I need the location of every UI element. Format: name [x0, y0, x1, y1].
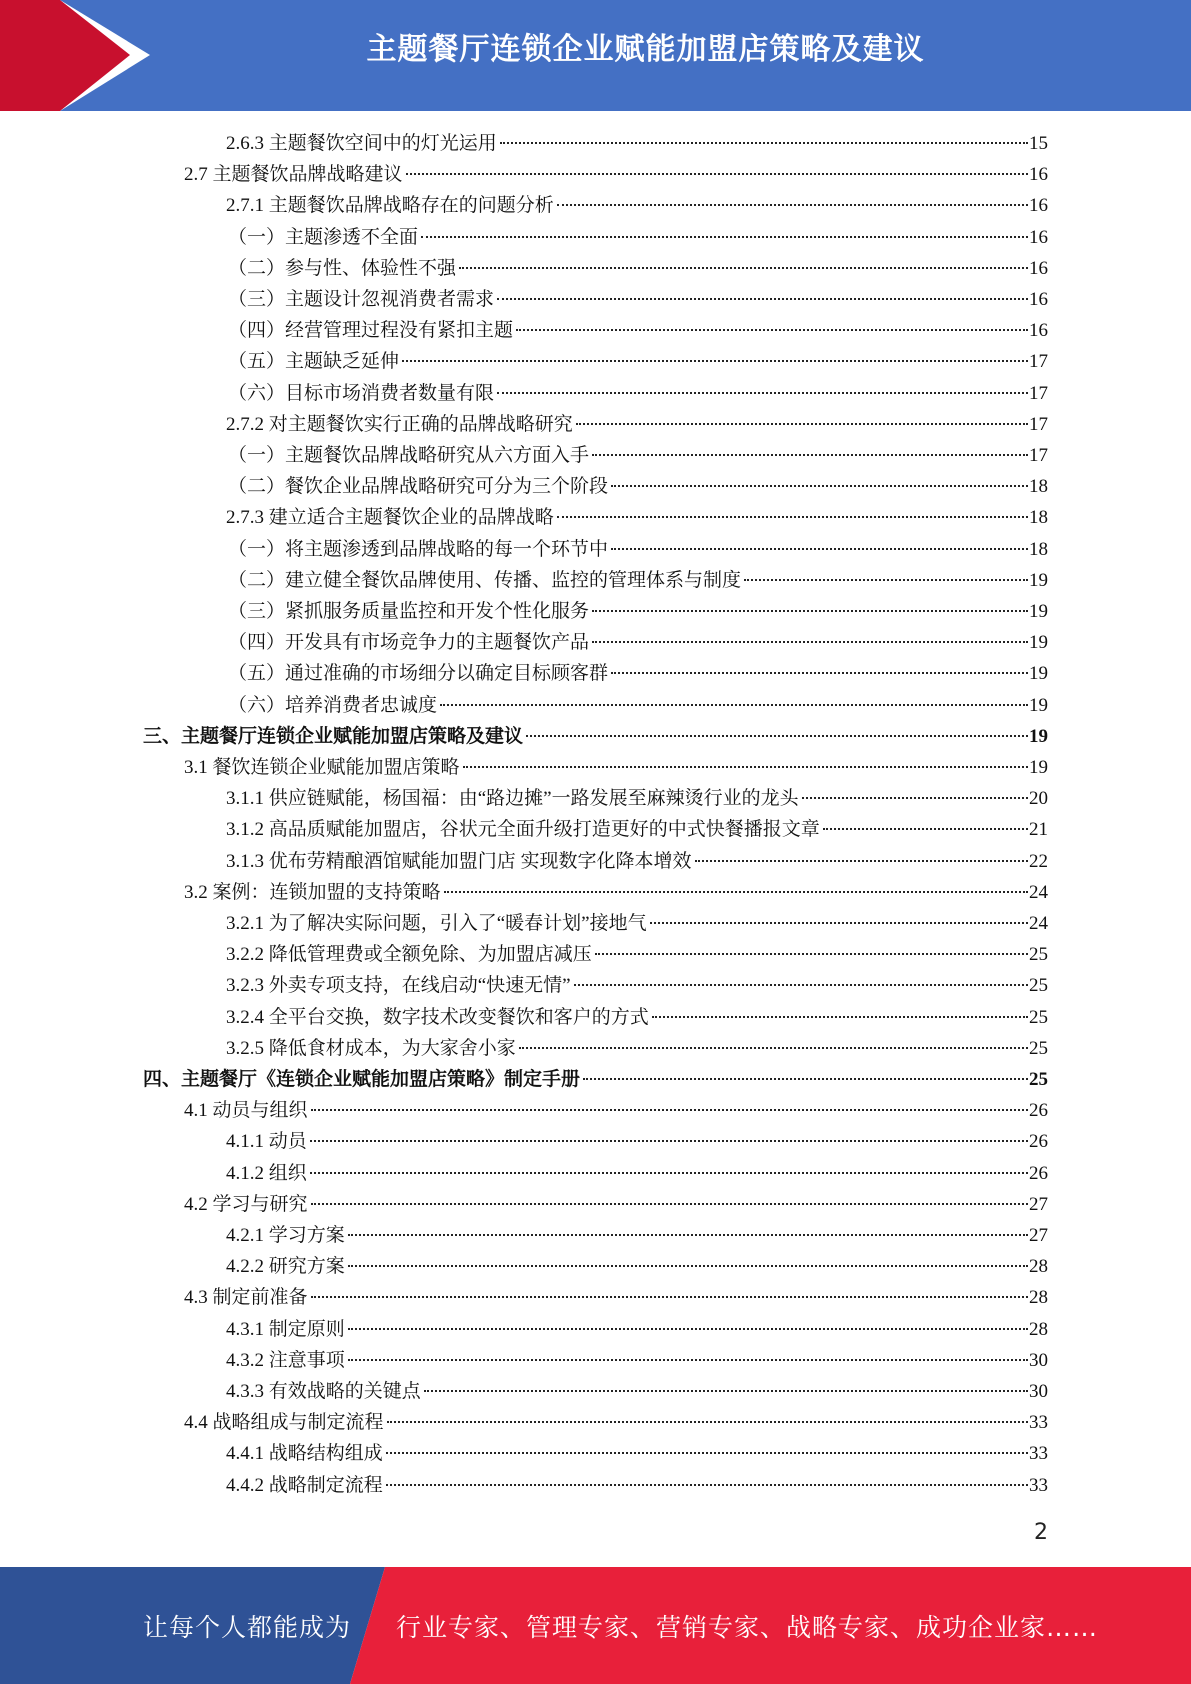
toc-entry-label: （二）餐饮企业品牌战略研究可分为三个阶段: [228, 476, 609, 498]
toc-dot-leader: [424, 1390, 1028, 1392]
toc-entry-page: 19: [1029, 725, 1048, 747]
toc-entry[interactable]: [226, 783, 1048, 814]
toc-entry[interactable]: [226, 1251, 1048, 1282]
toc-entry[interactable]: [226, 1345, 1048, 1376]
toc-entry-label: 4.1.1 动员: [226, 1131, 307, 1153]
toc-dot-leader: [386, 1452, 1028, 1454]
toc-entry-page: 16: [1029, 195, 1048, 217]
toc-entry-label: 3.2 案例：连锁加盟的支持策略: [184, 881, 441, 903]
toc-entry-page: 18: [1029, 538, 1048, 560]
toc-entry-label: 4.2.1 学习方案: [226, 1225, 345, 1246]
toc-dot-leader: [802, 797, 1028, 799]
toc-entry[interactable]: [226, 1158, 1048, 1189]
toc-dot-leader: [823, 828, 1028, 830]
toc-entry-label: 4.4.1 战略结构组成: [226, 1443, 383, 1465]
toc-entry[interactable]: [184, 752, 1048, 783]
toc-entry-page: 25: [1029, 1037, 1048, 1059]
toc-entry-page: 16: [1029, 289, 1048, 310]
toc-entry-label: （六）培养消费者忠诚度: [228, 694, 438, 716]
toc-entry-label: 三、主题餐厅连锁企业赋能加盟店策略及建议: [143, 725, 524, 747]
toc-dot-leader: [311, 1296, 1028, 1298]
toc-entry-label: 4.2 学习与研究: [184, 1193, 308, 1215]
toc-entry-page: 21: [1029, 819, 1048, 841]
toc-entry-label: 3.2.1 为了解决实际问题，引入了“暖春计划”接地气: [226, 913, 647, 934]
toc-dot-leader: [463, 766, 1028, 768]
toc-entry-page: 20: [1029, 788, 1048, 810]
toc-entry-page: 19: [1029, 569, 1048, 591]
toc-entry[interactable]: [226, 1314, 1048, 1345]
toc-entry[interactable]: [226, 1220, 1048, 1251]
toc-entry[interactable]: [226, 1002, 1048, 1033]
toc-dot-leader: [402, 360, 1028, 362]
toc-dot-leader: [444, 891, 1028, 893]
toc-entry[interactable]: [226, 970, 1048, 1001]
toc-entry-label: （三）紧抓服务质量监控和开发个性化服务: [228, 601, 590, 622]
toc-entry-page: 19: [1029, 757, 1048, 778]
toc-dot-leader: [557, 516, 1028, 518]
toc-entry-page: 24: [1029, 881, 1048, 903]
toc-entry[interactable]: [228, 534, 1048, 565]
toc-entry-page: 22: [1029, 850, 1048, 872]
toc-entry-label: 3.1.3 优布劳精酿酒馆赋能加盟门店 实现数字化降本增效: [226, 850, 692, 872]
toc-dot-leader: [348, 1265, 1028, 1267]
toc-dot-leader: [744, 579, 1028, 581]
toc-entry-page: 33: [1029, 1443, 1048, 1465]
toc-entry-label: 4.4 战略组成与制定流程: [184, 1412, 384, 1434]
toc-entry-page: 27: [1029, 1225, 1048, 1246]
toc-entry-page: 25: [1029, 944, 1048, 966]
toc-entry-page: 26: [1029, 1162, 1048, 1184]
toc-entry-label: 3.1 餐饮连锁企业赋能加盟店策略: [184, 757, 460, 778]
toc-dot-leader: [519, 1047, 1028, 1049]
toc-entry-label: （六）目标市场消费者数量有限: [228, 382, 495, 404]
toc-entry-label: 2.7.2 对主题餐饮实行正确的品牌战略研究: [226, 413, 573, 435]
toc-entry[interactable]: [184, 1189, 1048, 1220]
toc-entry-page: 19: [1029, 663, 1048, 685]
toc-entry-page: 33: [1029, 1412, 1048, 1434]
toc-entry[interactable]: [228, 471, 1048, 502]
toc-entry-page: 33: [1029, 1474, 1048, 1496]
toc-dot-leader: [500, 142, 1028, 144]
toc-entry-label: 3.2.3 外卖专项支持，在线启动“快速无情”: [226, 975, 571, 997]
toc-dot-leader: [650, 922, 1028, 924]
toc-entry[interactable]: [226, 128, 1048, 159]
toc-entry[interactable]: [226, 1438, 1048, 1469]
toc-dot-leader: [611, 548, 1028, 550]
toc-entry[interactable]: [226, 1376, 1048, 1407]
toc-entry-label: （四）经营管理过程没有紧扣主题: [228, 320, 514, 342]
toc-entry-page: 15: [1029, 133, 1048, 154]
toc-entry[interactable]: [226, 502, 1048, 533]
toc-entry-page: 30: [1029, 1381, 1048, 1402]
toc-entry-label: 2.6.3 主题餐饮空间中的灯光运用: [226, 133, 497, 154]
toc-entry-page: 18: [1029, 507, 1048, 529]
toc-entry-page: 16: [1029, 226, 1048, 248]
toc-entry-label: 4.1 动员与组织: [184, 1100, 308, 1122]
toc-entry-page: 16: [1029, 164, 1048, 186]
toc-entry-page: 26: [1029, 1100, 1048, 1122]
toc-entry-page: 25: [1029, 975, 1048, 997]
toc-entry-page: 30: [1029, 1349, 1048, 1371]
toc-dot-leader: [386, 1484, 1028, 1486]
toc-entry-label: （五）通过准确的市场细分以确定目标顾客群: [228, 663, 609, 685]
toc-entry-label: 3.2.4 全平台交换，数字技术改变餐饮和客户的方式: [226, 1006, 649, 1028]
toc-entry[interactable]: [226, 814, 1048, 845]
page-header: [0, 0, 1191, 111]
toc-dot-leader: [497, 298, 1028, 300]
toc-dot-leader: [611, 672, 1028, 674]
toc-entry-label: 2.7 主题餐饮品牌战略建议: [184, 164, 403, 186]
toc-entry-label: 2.7.3 建立适合主题餐饮企业的品牌战略: [226, 507, 554, 529]
toc-entry-label: （二）参与性、体验性不强: [228, 257, 457, 279]
toc-dot-leader: [459, 267, 1028, 269]
toc-entry[interactable]: [228, 690, 1048, 721]
toc-entry[interactable]: [184, 1282, 1048, 1313]
toc-entry-page: 17: [1029, 413, 1048, 435]
toc-entry[interactable]: [184, 159, 1048, 190]
toc-entry-label: 3.1.2 高品质赋能加盟店，谷状元全面升级打造更好的中式快餐播报文章: [226, 819, 820, 841]
toc-dot-leader: [592, 641, 1028, 643]
toc-entry[interactable]: [226, 190, 1048, 221]
toc-dot-leader: [592, 454, 1028, 456]
toc-entry-label: （三）主题设计忽视消费者需求: [228, 289, 495, 310]
toc-entry[interactable]: [226, 908, 1048, 939]
toc-entry-label: （一）主题渗透不全面: [228, 226, 419, 248]
toc-entry-page: 25: [1029, 1069, 1048, 1090]
toc-entry-page: 16: [1029, 257, 1048, 279]
footer-slogan-left: 让每个人都能成为: [143, 1613, 352, 1642]
toc-entry-label: （四）开发具有市场竞争力的主题餐饮产品: [228, 632, 590, 654]
toc-entry[interactable]: [226, 409, 1048, 440]
toc-dot-leader: [497, 392, 1028, 394]
toc-entry-page: 28: [1029, 1318, 1048, 1340]
toc-dot-leader: [516, 329, 1028, 331]
toc-dot-leader: [406, 173, 1028, 175]
footer-slogan-right: 行业专家、管理专家、营销专家、战略专家、成功企业家……: [396, 1613, 1099, 1642]
toc-entry-page: 24: [1029, 913, 1048, 934]
toc-entry[interactable]: [228, 284, 1048, 315]
toc-entry[interactable]: [143, 1064, 1048, 1095]
toc-entry[interactable]: [228, 346, 1048, 377]
toc-dot-leader: [592, 610, 1028, 612]
toc-entry-label: 4.2.2 研究方案: [226, 1256, 345, 1278]
toc-dot-leader: [310, 1140, 1028, 1142]
toc-entry-label: 3.2.5 降低食材成本，为大家舍小家: [226, 1037, 516, 1059]
toc-entry-page: 17: [1029, 382, 1048, 404]
toc-entry-label: 4.1.2 组织: [226, 1162, 307, 1184]
toc-entry[interactable]: [228, 222, 1048, 253]
toc-entry[interactable]: [184, 877, 1048, 908]
toc-entry-page: 16: [1029, 320, 1048, 342]
toc-dot-leader: [526, 735, 1028, 737]
toc-dot-leader: [576, 423, 1028, 425]
toc-entry[interactable]: [228, 627, 1048, 658]
toc-dot-leader: [695, 860, 1028, 862]
toc-entry-page: 19: [1029, 601, 1048, 622]
toc-entry[interactable]: [228, 565, 1048, 596]
toc-dot-leader: [595, 953, 1028, 955]
toc-entry-page: 26: [1029, 1131, 1048, 1153]
toc-entry-label: 4.3.1 制定原则: [226, 1318, 345, 1340]
toc-entry-page: 18: [1029, 476, 1048, 498]
toc-dot-leader: [348, 1328, 1028, 1330]
toc-entry-label: 四、主题餐厅《连锁企业赋能加盟店策略》制定手册: [143, 1069, 581, 1090]
toc-entry-label: 3.1.1 供应链赋能，杨国福：由“路边摊”一路发展至麻辣烫行业的龙头: [226, 788, 799, 810]
toc-entry[interactable]: [228, 378, 1048, 409]
toc-entry[interactable]: [226, 1126, 1048, 1157]
toc-entry[interactable]: [226, 1033, 1048, 1064]
toc-entry[interactable]: [184, 1407, 1048, 1438]
toc-dot-leader: [348, 1359, 1028, 1361]
toc-entry[interactable]: [184, 1095, 1048, 1126]
toc-entry[interactable]: [226, 1470, 1048, 1501]
document-title: 主题餐厅连锁企业赋能加盟店策略及建议: [366, 32, 925, 67]
toc-entry[interactable]: [226, 939, 1048, 970]
toc-entry-label: 3.2.2 降低管理费或全额免除、为加盟店减压: [226, 944, 592, 966]
toc-dot-leader: [652, 1016, 1028, 1018]
header-chevron-decoration: [0, 0, 160, 111]
toc-entry-page: 17: [1029, 351, 1048, 373]
toc-entry[interactable]: [228, 658, 1048, 689]
toc-dot-leader: [611, 485, 1028, 487]
toc-dot-leader: [557, 204, 1028, 206]
toc-entry[interactable]: [228, 440, 1048, 471]
toc-entry-page: 25: [1029, 1006, 1048, 1028]
toc-entry-page: 19: [1029, 632, 1048, 654]
toc-dot-leader: [574, 984, 1028, 986]
toc-dot-leader: [311, 1203, 1028, 1205]
toc-entry[interactable]: [228, 596, 1048, 627]
toc-entry-label: 4.3.2 注意事项: [226, 1349, 345, 1371]
page-number: 2: [1034, 1520, 1048, 1545]
toc-entry-label: 4.3 制定前准备: [184, 1287, 308, 1309]
toc-entry-page: 27: [1029, 1193, 1048, 1215]
toc-entry[interactable]: [228, 253, 1048, 284]
toc-dot-leader: [421, 236, 1028, 238]
toc-entry-label: （二）建立健全餐饮品牌使用、传播、监控的管理体系与制度: [228, 569, 742, 591]
toc-entry[interactable]: [226, 846, 1048, 877]
toc-entry-label: 4.3.3 有效战略的关键点: [226, 1381, 421, 1402]
toc-entry[interactable]: [143, 721, 1048, 752]
page-footer: [0, 1567, 1191, 1684]
toc-entry-page: 17: [1029, 445, 1048, 466]
toc-entry-label: （五）主题缺乏延伸: [228, 351, 400, 373]
toc-dot-leader: [387, 1421, 1028, 1423]
toc-entry-page: 28: [1029, 1256, 1048, 1278]
toc-dot-leader: [310, 1172, 1028, 1174]
toc-dot-leader: [583, 1078, 1028, 1080]
toc-entry[interactable]: [228, 315, 1048, 346]
toc-entry-page: 28: [1029, 1287, 1048, 1309]
toc-entry-label: 4.4.2 战略制定流程: [226, 1474, 383, 1496]
toc-dot-leader: [440, 704, 1028, 706]
toc-dot-leader: [311, 1109, 1028, 1111]
toc-entry-label: （一）主题餐饮品牌战略研究从六方面入手: [228, 445, 590, 466]
toc-entry-label: （一）将主题渗透到品牌战略的每一个环节中: [228, 538, 609, 560]
toc-entry-label: 2.7.1 主题餐饮品牌战略存在的问题分析: [226, 195, 554, 217]
toc-entry-page: 19: [1029, 694, 1048, 716]
toc-dot-leader: [348, 1234, 1028, 1236]
